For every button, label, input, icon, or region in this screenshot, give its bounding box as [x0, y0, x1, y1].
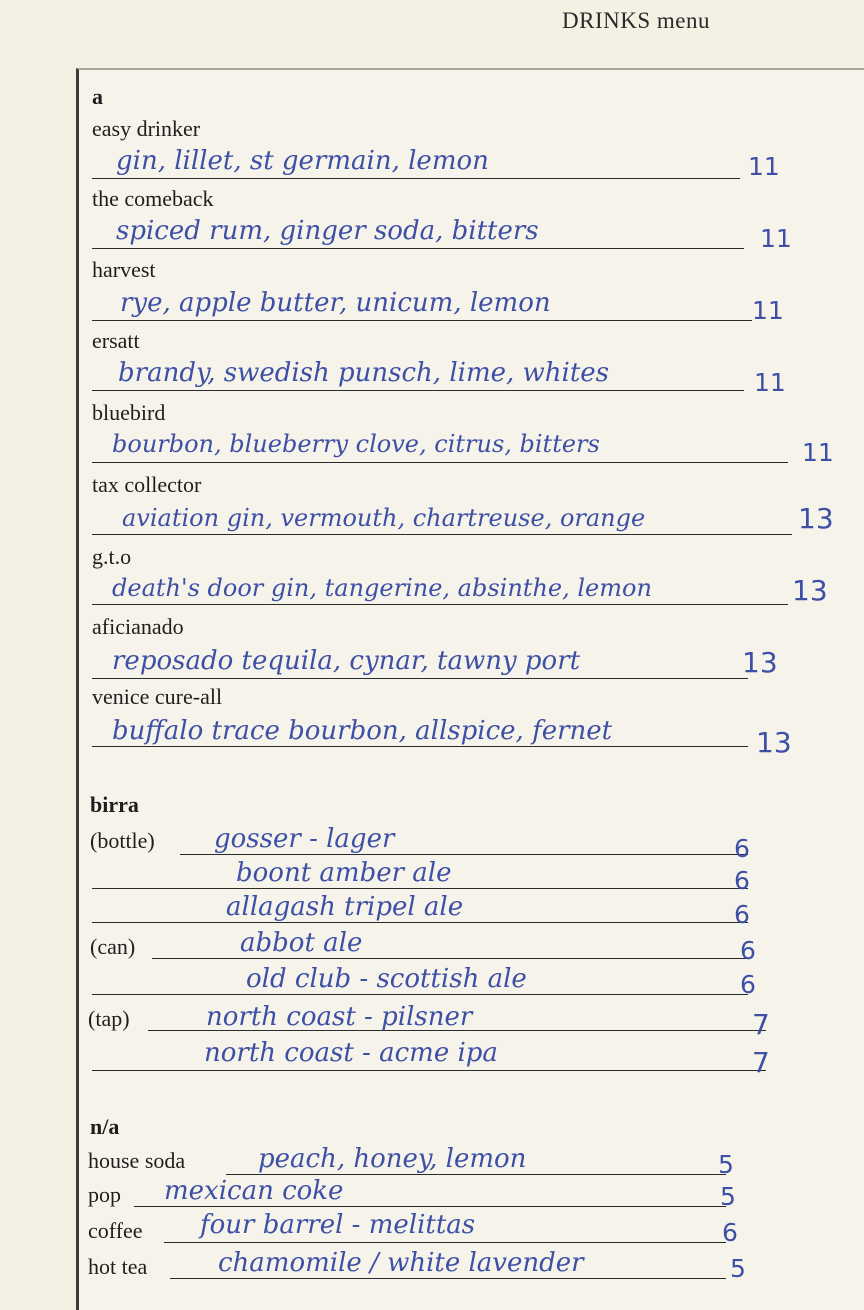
- beer-name: north coast - acme ipa: [204, 1038, 498, 1068]
- cocktail-name: tax collector: [92, 472, 202, 497]
- na-item-price: 5: [720, 1182, 736, 1211]
- beer-price: 6: [740, 936, 756, 965]
- section-title-birra: birra: [90, 792, 139, 817]
- line-rule: [226, 1174, 726, 1175]
- cocktail-price: 11: [802, 438, 834, 467]
- cocktail-price: 11: [760, 224, 792, 253]
- cocktail-name: easy drinker: [92, 116, 201, 141]
- line-rule: [92, 1070, 766, 1071]
- cocktail-name: harvest: [92, 257, 156, 282]
- line-rule: [92, 888, 748, 889]
- beer-group-label: (bottle): [90, 828, 155, 853]
- cocktail-name: the comeback: [92, 186, 214, 211]
- na-item-price: 5: [718, 1150, 734, 1179]
- cocktail-ingredients: bourbon, blueberry clove, citrus, bitters: [112, 430, 600, 458]
- cocktail-price: 11: [748, 152, 780, 181]
- line-rule: [92, 248, 744, 249]
- cocktail-ingredients: spiced rum, ginger soda, bitters: [116, 216, 539, 246]
- beer-name: allagash tripel ale: [226, 892, 464, 922]
- beer-price: 7: [752, 1008, 770, 1041]
- beer-name: gosser - lager: [214, 824, 395, 854]
- section-title-cocktails: a: [92, 84, 103, 109]
- beer-name: abbot ale: [240, 928, 363, 958]
- line-rule: [164, 1242, 726, 1243]
- line-rule: [92, 320, 752, 321]
- cocktail-price: 13: [756, 726, 792, 759]
- cocktail-price: 11: [752, 296, 784, 325]
- na-item-desc: peach, honey, lemon: [258, 1144, 527, 1174]
- beer-name: north coast - pilsner: [206, 1002, 473, 1032]
- line-rule: [92, 178, 740, 179]
- line-rule: [92, 994, 748, 995]
- line-rule: [92, 922, 748, 923]
- cocktail-name: bluebird: [92, 400, 166, 425]
- cocktail-name: aficianado: [92, 614, 184, 639]
- beer-price: 6: [734, 866, 750, 895]
- na-item-desc: mexican coke: [164, 1176, 344, 1206]
- na-item-name: hot tea: [88, 1254, 148, 1279]
- line-rule: [152, 958, 748, 959]
- cocktail-ingredients: death's door gin, tangerine, absinthe, lemon: [112, 574, 652, 602]
- beer-name: boont amber ale: [236, 858, 452, 888]
- cocktail-name: venice cure-all: [92, 684, 223, 709]
- cocktail-ingredients: brandy, swedish punsch, lime, whites: [118, 358, 610, 388]
- cocktail-name: g.t.o: [92, 544, 132, 569]
- beer-group-label: (tap): [88, 1006, 130, 1031]
- cocktail-ingredients: rye, apple butter, unicum, lemon: [120, 288, 551, 318]
- cocktail-ingredients: buffalo trace bourbon, allspice, fernet: [112, 716, 613, 746]
- na-item-name: pop: [88, 1182, 121, 1207]
- cocktail-name: ersatt: [92, 328, 140, 353]
- line-rule: [92, 604, 788, 605]
- line-rule: [92, 462, 788, 463]
- line-rule: [92, 534, 792, 535]
- na-item-price: 6: [722, 1218, 738, 1247]
- na-item-desc: four barrel - melittas: [200, 1210, 476, 1240]
- cocktail-ingredients: reposado tequila, cynar, tawny port: [112, 646, 581, 676]
- section-title-na: n/a: [90, 1114, 120, 1139]
- na-item-name: house soda: [88, 1148, 186, 1173]
- line-rule: [92, 678, 748, 679]
- cocktail-price: 11: [754, 368, 786, 397]
- line-rule: [92, 746, 748, 747]
- beer-price: 6: [734, 834, 750, 863]
- cocktail-price: 13: [798, 502, 834, 535]
- na-item-price: 5: [730, 1254, 746, 1283]
- line-rule: [92, 390, 744, 391]
- menu-title: DRINKS menu: [562, 8, 710, 33]
- beer-price: 6: [734, 900, 750, 929]
- cocktail-ingredients: gin, lillet, st germain, lemon: [116, 146, 489, 176]
- na-item-name: coffee: [88, 1218, 143, 1243]
- beer-name: old club - scottish ale: [246, 964, 527, 994]
- beer-price: 7: [752, 1046, 770, 1079]
- line-rule: [134, 1206, 726, 1207]
- cocktail-price: 13: [792, 574, 828, 607]
- beer-price: 6: [740, 970, 756, 999]
- na-item-desc: chamomile / white lavender: [218, 1248, 584, 1278]
- line-rule: [180, 854, 748, 855]
- line-rule: [170, 1278, 726, 1279]
- cocktail-ingredients: aviation gin, vermouth, chartreuse, orange: [122, 504, 646, 532]
- cocktail-price: 13: [742, 646, 778, 679]
- beer-group-label: (can): [90, 934, 136, 959]
